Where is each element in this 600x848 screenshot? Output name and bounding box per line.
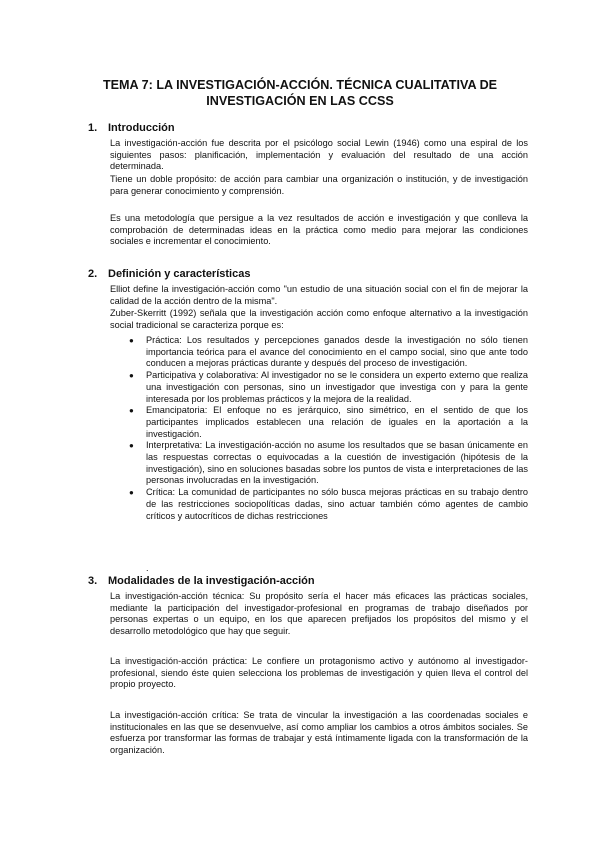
trailing-mark: . — [146, 563, 149, 573]
bullet-icon: ● — [129, 441, 134, 451]
bullet-icon: ● — [129, 406, 134, 416]
section-title: Introducción — [108, 122, 175, 134]
paragraph: Es una metodología que persigue a la vez resultados de acción e investigación y que conlleva la comprobación de determinadas ideas en la práctica como medio para mejorar las condiciones sociales e incrementar el conocimiento. — [110, 213, 528, 247]
paragraph: La investigación-acción práctica: Le confiere un protagonismo activo y autónomo al investigador-profesional, siendo éste quien selecciona los problemas de investigación y quien lleva el control del propio proyecto. — [110, 656, 528, 690]
section-heading-introduccion — [88, 122, 175, 135]
section-number: 2. — [88, 268, 98, 280]
list-item — [129, 370, 528, 405]
bullet-icon: ● — [129, 488, 134, 498]
list-item-text: Interpretativa: La investigación-acción no asume los resultados que se basan únicamente en las respuestas correctas o equivocadas a la cuestión de investigación (hipótesis de la investigación), sino en soluciones basadas sobre los puntos de vista e interpretaciones de las personas involucradas en la investigación. — [146, 440, 528, 486]
paragraph: Elliot define la investigación-acción como "un estudio de una situación social con el fin de mejorar la calidad de la acción dentro de la misma". — [110, 284, 528, 306]
characteristics-list — [129, 335, 528, 522]
paragraph: Zuber-Skerritt (1992) señala que la investigación acción como enfoque alternativo a la investigación social tradicional se caracteriza porque es: — [110, 308, 528, 330]
list-item — [129, 405, 528, 440]
list-item — [129, 335, 528, 370]
section-title: Modalidades de la investigación-acción — [108, 575, 315, 587]
paragraph: La investigación-acción fue descrita por el psicólogo social Lewin (1946) como una espiral de los siguientes pasos: planificación, implementación y evaluación del resultado de una acción determinada. — [110, 138, 528, 172]
list-item-text: Emancipatoria: El enfoque no es jerárquico, sino simétrico, en el sentido de que los participantes implicados establecen una relación de iguales en la aportación a la investigación. — [146, 405, 528, 439]
paragraph: La investigación-acción técnica: Su propósito sería el hacer más eficaces las prácticas sociales, mediante la participación del investigador-profesional en programas de trabajo diseñados por personas expertas o un equipo, en los que aparecen prefijados los propósitos del mismo y el desarrollo metodológico que hay que seguir. — [110, 591, 528, 637]
section-title: Definición y características — [108, 268, 251, 280]
paragraph: La investigación-acción crítica: Se trata de vincular la investigación a las coordenadas sociales e institucionales en las que se desenvuelve, así como ampliar los cambios a otros ámbitos sociales. Se esfuerza por transformar las formas de trabajar y está íntimamente ligada con la transformación de la organización. — [110, 710, 528, 756]
paragraph: Tiene un doble propósito: de acción para cambiar una organización o institución, y de investigación para generar conocimiento y comprensión. — [110, 174, 528, 196]
list-item-text: Crítica: La comunidad de participantes no sólo busca mejoras prácticas en su trabajo dentro de las restricciones sociopolíticas dadas, sino actuar también cómo agentes de cambio críticos y autocríticos de dichas restricciones — [146, 487, 528, 521]
section-heading-modalidades — [88, 575, 315, 588]
bullet-icon: ● — [129, 336, 134, 345]
section-number: 3. — [88, 575, 98, 587]
list-item-text: Participativa y colaborativa: Al investigador no se le considera un experto externo que realiza una investigación con personas, sino un investigador que investiga con y para la gente interesada por los problemas prácticos y la mejora de la realidad. — [146, 370, 528, 404]
section-number: 1. — [88, 122, 98, 134]
list-item — [129, 440, 528, 487]
section-heading-definicion — [88, 268, 250, 281]
document-title: TEMA 7: LA INVESTIGACIÓN-ACCIÓN. TÉCNICA CUALITATIVA DE INVESTIGACIÓN EN LAS CCSS — [102, 78, 498, 108]
list-item-text: Práctica: Los resultados y percepciones ganados desde la investigación no sólo tienen importancia teórica para el avance del conocimiento en el campo social, sino que ante todo conducen a mejoras prácticas durante y después del proceso de investigación. — [146, 335, 528, 369]
list-item — [129, 487, 528, 522]
bullet-icon: ● — [129, 371, 134, 381]
